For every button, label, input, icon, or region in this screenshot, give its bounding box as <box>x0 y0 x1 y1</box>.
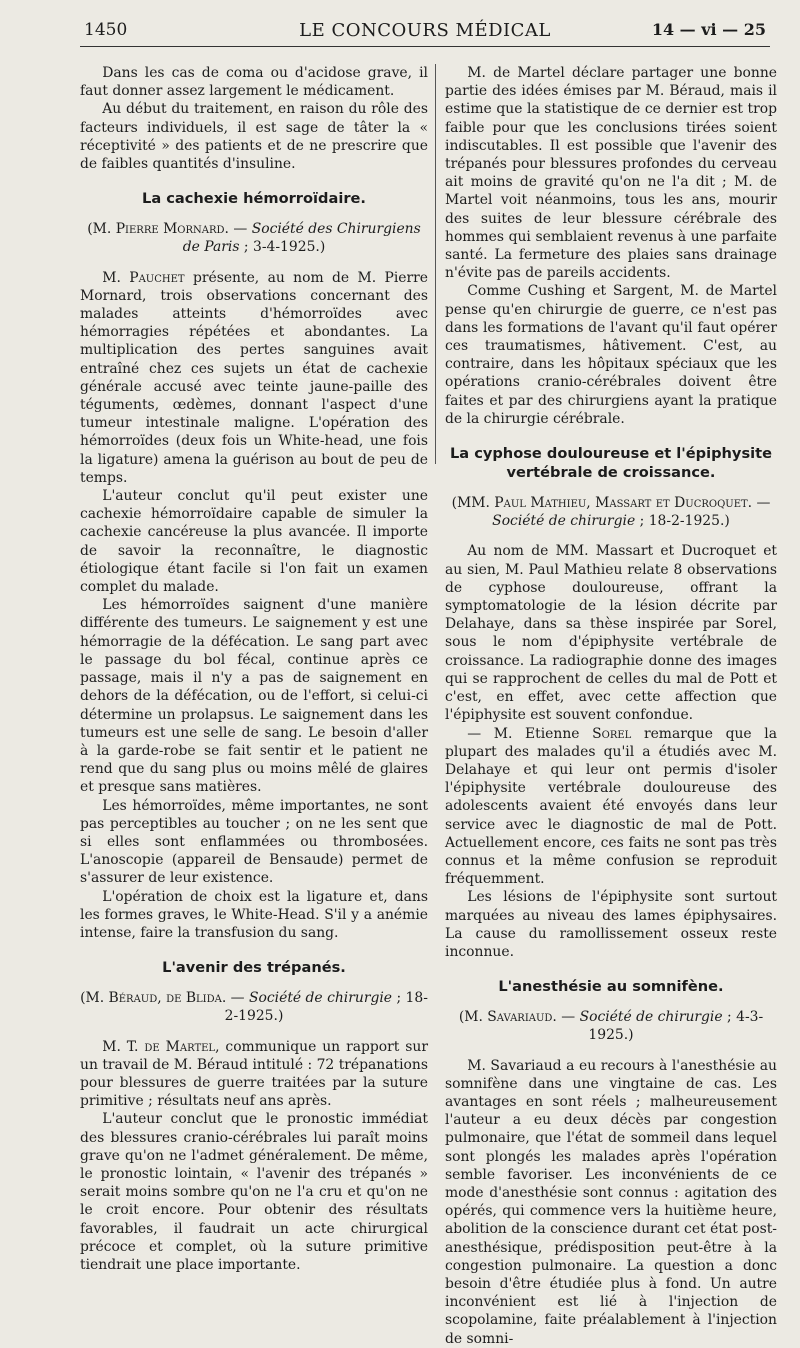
paragraph: L'auteur conclut que le pronostic immédiat des blessures cranio-cérébrales lui paraît moins grave qu'on ne l'admet généralement. De même, le pronostic lointain, « l'avenir des trépanés » serait moins sombre qu'on ne l'a cru et qu'on ne le croit encore. Pour obtenir des résultats favorables, il faudrait un acte chirurgical précoce et complet, où la suture primitive tiendrait une place importante. <box>80 1111 428 1273</box>
page-number: 1450 <box>84 20 128 40</box>
right-column <box>445 64 777 1348</box>
cite-author: (M. Savariaud. — <box>458 1009 580 1026</box>
author-name: M. Pauchet <box>102 269 185 286</box>
paragraph-text: , communique un rapport sur un travail de M. Béraud intitulé : 72 trépanations pour blessures de guerre traitées par la suture primitive ; résultats neuf ans après. <box>80 1038 429 1110</box>
cite-author: (M. Béraud, de Blida. — <box>80 990 249 1007</box>
cite-author: (MM. Paul Mathieu, Massart et Ducroquet. — <box>451 495 771 512</box>
issue-date: 14 — vi — 25 <box>651 20 766 39</box>
cite-source: Société des Chirurgiens de Paris <box>182 221 421 256</box>
cite-source: Société de chirurgie <box>492 513 636 530</box>
left-column <box>80 64 428 1274</box>
paragraph: M. Savariaud a eu recours à l'anesthésie au somnifène dans une vingtaine de cas. Les avantages en sont réels ; malheureusement l'auteur a eu deux décès par congestion pulmonaire, que l'état de sommeil dans lequel sont plongés les malades après l'opération semble favoriser. Les inconvénients de ce mode d'anesthésie sont connus : agitation des opérés, qui commence vers la huitième heure, abolition de la conscience durant cet état post-anesthésique, prédisposition peut-être à la congestion pulmonaire. La question a donc besoin d'être étudiée plus à fond. Un autre inconvénient est lié à l'injection de scopolamine, faite préalablement à l'injection de somni- <box>445 1057 777 1347</box>
citation <box>445 1008 777 1044</box>
paragraph: Au nom de MM. Massart et Ducroquet et au sien, M. Paul Mathieu relate 8 observations de cyphose douloureuse, offrant la symptomatologie de la lésion décrite par Delahaye, dans sa thèse inspirée par Sorel, sous le nom d'épiphysite vertébrale de croissance. La radiographie donne des images qui se rapprochent de celles du mal de Pott et c'est, en effet, avec cette affection que l'épiphysite est souvent confondue. <box>445 543 777 724</box>
paragraph-text: présente, au nom de M. Pierre Mornard, trois observations concernant des malades atteints d'hémorroïdes avec hémorragies répétées et abondantes. La multiplication des pertes sanguines avait entraîné chez ces sujets un état de cachexie générale accusé avec teinte jaune-paille des téguments, œdèmes, donnant l'aspect d'une tumeur intestinale maligne. L'opération des hémorroïdes (deux fois un White-head, une fois la ligature) amena la guérison au bout de peu de temps. <box>80 269 428 486</box>
cite-date: ; 3-4-1925.) <box>239 239 326 256</box>
paragraph: L'opération de choix est la ligature et, dans les formes graves, le White-Head. S'il y a anémie intense, faire la transfusion du sang. <box>80 888 428 941</box>
section-title-cachexie: La cachexie hémorroïdaire. <box>142 190 366 208</box>
page-header <box>80 12 770 47</box>
paragraph <box>80 269 428 487</box>
cite-source: Société de chirurgie <box>579 1009 723 1026</box>
paragraph-text: remarque que la plupart des malades qu'il a étudiés avec M. Delahaye et qui leur ont permis d'isoler l'épiphysite vertébrale douloureuse des adolescents avaient été envoyés dans leur service avec le diagnostic de mal de Pott. Actuellement encore, ces faits ne sont pas très connus et la même confusion se reproduit fréquemment. <box>445 725 777 888</box>
citation <box>80 220 428 256</box>
author-name: Sorel <box>592 725 632 742</box>
cite-date: ; 18-2-1925.) <box>635 513 730 530</box>
paragraph: Comme Cushing et Sargent, M. de Martel pense qu'en chirurgie de guerre, ce n'est pas dans les formations de l'avant qu'il faut opérer ces traumatismes, hâtivement. C'est, au contraire, dans les hôpitaux spéciaux que les opérations cranio-cérébrales doivent être faites et par des chirurgiens ayant la pratique de la chirurgie cérébrale. <box>445 283 777 427</box>
cite-date: ; 4-3-1925.) <box>588 1009 764 1044</box>
paragraph: Au début du traitement, en raison du rôle des facteurs individuels, il est sage de tâter la « réceptivité » des patients et de ne prescrire que de faibles quantités d'insuline. <box>80 101 428 173</box>
paragraph: Les hémorroïdes, même importantes, ne sont pas perceptibles au toucher ; on ne les sent que si elles sont enflammées ou thrombosées. L'anoscopie (appareil de Bensaude) permet de s'assurer de leur existence. <box>80 797 428 887</box>
section-title-trepanes: L'avenir des trépanés. <box>162 959 346 977</box>
column-divider <box>435 64 436 464</box>
citation <box>80 989 428 1025</box>
author-name: M. T. de Martel <box>102 1038 216 1055</box>
paragraph <box>80 1038 428 1111</box>
cite-date: ; 18-2-1925.) <box>224 990 428 1025</box>
paragraph-lead: — M. Etienne <box>467 725 593 742</box>
paragraph: Les lésions de l'épiphysite sont surtout marquées au niveau des lames épiphysaires. La cause du ramollissement osseux reste inconnue. <box>445 889 777 960</box>
journal-title: LE CONCOURS MÉDICAL <box>299 20 551 41</box>
paragraph <box>445 725 777 889</box>
citation <box>445 494 777 530</box>
paragraph: Les hémorroïdes saignent d'une manière différente des tumeurs. Le saignement y est une hémorragie de la défécation. Le sang part avec le passage du bol fécal, continue après ce passage, mais il n'y a pas de saignement en dehors de la défécation, ou de l'effort, si celui-ci détermine un prolapsus. Le saignement dans les tumeurs est une selle de sang. Le besoin d'aller à la garde-robe se fait sentir et le patient ne rend que du sang plus ou moins mêlé de glaires et presque sans matières. <box>80 597 428 796</box>
cite-author: (M. Pierre Mornard. — <box>87 221 252 238</box>
section-title-somnifene: L'anesthésie au somnifène. <box>498 978 724 996</box>
paragraph: M. de Martel déclare partager une bonne partie des idées émises par M. Béraud, mais il estime que la statistique de ce dernier est trop faible pour que les conclusions tirées soient indiscutables. Il est possible que l'avenir des trépanés pour blessures profondes du cerveau ait moins de gravité qu'on ne l'a dit ; M. de Martel voit néanmoins, tous les ans, mourir des suites de leur blessure cérébrale des hommes qui semblaient revenus à une parfaite santé. La fermeture des plaies sans drainage n'évite pas de pareils accidents. <box>445 65 777 282</box>
cite-source: Société de chirurgie <box>249 990 393 1007</box>
paragraph: L'auteur conclut qu'il peut exister une cachexie hémorroïdaire capable de simuler la cachexie cancéreuse la plus avancée. Il importe de savoir la reconnaître, le diagnostic étiologique étant facile si l'on fait un examen complet du malade. <box>80 488 428 596</box>
paragraph: Dans les cas de coma ou d'acidose grave, il faut donner assez largement le médicament. <box>80 65 428 100</box>
section-title-cyphose: La cyphose douloureuse et l'épiphysite vertébrale de croissance. <box>449 445 773 482</box>
